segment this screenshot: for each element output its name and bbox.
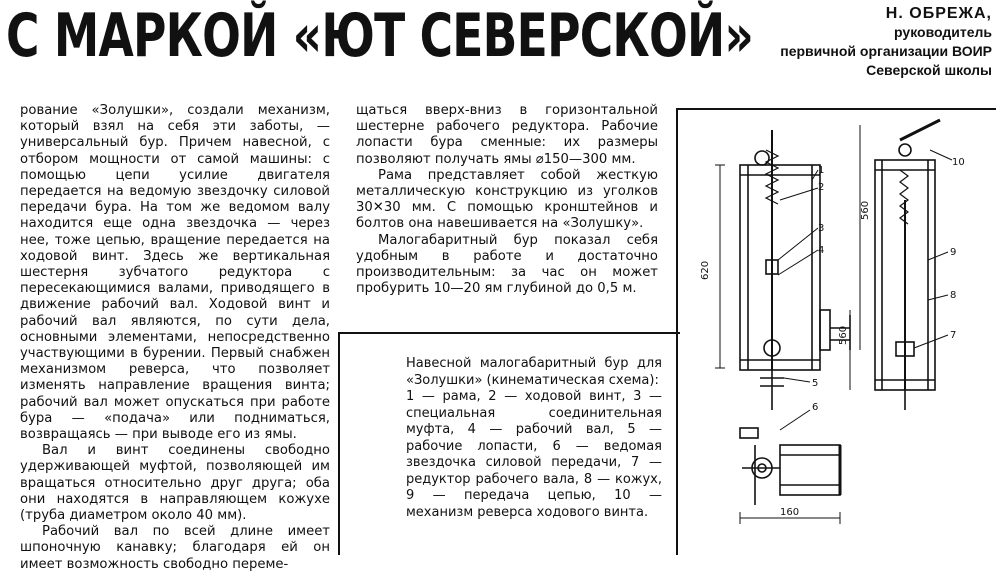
author-title-line: руководитель [894, 24, 992, 40]
callout-label: 7 [950, 330, 957, 341]
callout-label: 4 [818, 245, 825, 256]
author-title-line: первичной организации ВОИР [780, 43, 992, 59]
callout-label: 1 [818, 165, 825, 176]
paragraph: рование «Золушки», создали механизм, который взял на себя эти заботы, — универсальный бур. Причем навесной, с отбором мощности от самой машины: с помощью цепи усилие двигателя передается на ведомую звездочку силовой передачи бура. На том же ведомом валу находится еще одна звездочка — через нее, тоже цепью, вращение передается на ходовой винт. Здесь же вертикальная шестерня зубчатого редуктора с пересекающимися валами, приводящего в движение рабочий вал. Ходовой винт и рабочий вал являются, по сути дела, основными элементами, непосредственно участвующими в бурении. Первый снабжен механизмом реверса, что позволяет изменять направление вращения винта; рабочий вал может опускаться при работе бура — «подача» или подниматься, возвращаясь — при выводе его из ямы. [20, 103, 330, 443]
article-headline: С МАРКОЙ «ЮТ СЕВЕРСКОЙ» [6, 1, 754, 71]
paragraph: щаться вверх-вниз в горизонтальной шестерне рабочего редуктора. Рабочие лопасти бура сменные: их размеры позволяют получать ямы ⌀150—300 мм. [356, 103, 658, 167]
author-title-line: Северской школы [866, 62, 992, 78]
dimension-lines-right [850, 125, 860, 390]
figure-caption [406, 356, 662, 521]
paragraph: Рама представляет собой жесткую металлическую конструкцию из уголков 30✕30 мм. С помощью кронштейнов и болтов она навешивается на «Золушку». [356, 167, 658, 232]
paragraph: Рабочий вал по всей длине имеет шпоночную канавку; благодаря ей он имеет возможность свободно переме- [20, 524, 330, 572]
dimension-label: 160 [780, 507, 800, 518]
caption-legend: 1 — рама, 2 — ходовой винт, 3 — специальная соединительная муфта, 4 — рабочий вал, 5 — рабочие лопасти, 6 — ведомая звездочка силовой передачи, 7 — редуктор рабочего вала, 8 — кожух, 9 — передача цепью, 10 — механизм реверса ходового винта. [406, 389, 662, 520]
drill-kinematic-diagram [700, 110, 995, 530]
callout-label: 5 [812, 378, 819, 389]
author-name: Н. ОБРЕЖА, [885, 5, 992, 22]
callout-leaders-right [914, 150, 952, 348]
plan-view [740, 428, 840, 505]
dimension-label: 620 [700, 260, 711, 280]
callout-label: 8 [950, 290, 957, 301]
frame-right-view [875, 120, 940, 410]
callout-label: 9 [950, 247, 957, 258]
dimension-label: 560 [860, 200, 871, 220]
text-column-1 [20, 103, 330, 573]
paragraph: Вал и винт соединены свободно удерживающей муфтой, позволяющей им вращаться относительно друг друга; оба они находятся в направляющем кожухе (труба диаметром около 40 мм). [20, 443, 330, 524]
paragraph: Малогабаритный бур показал себя удобным в работе и достаточно производительным: за час он может пробурить 10—20 ям глубиной до 0,5 м. [356, 232, 658, 297]
dimension-label: 560 [838, 325, 849, 345]
callout-label: 10 [952, 157, 965, 168]
caption-title: Навесной малогабаритный бур для «Золушки» (кинематическая схема): [406, 356, 662, 388]
callout-label: 3 [818, 223, 825, 234]
callout-label: 2 [818, 182, 825, 193]
screw-and-shaft [755, 130, 784, 410]
dimension-lines-left [715, 165, 725, 368]
text-column-2 [356, 103, 658, 297]
byline [780, 4, 992, 80]
callout-label: 6 [812, 402, 819, 413]
